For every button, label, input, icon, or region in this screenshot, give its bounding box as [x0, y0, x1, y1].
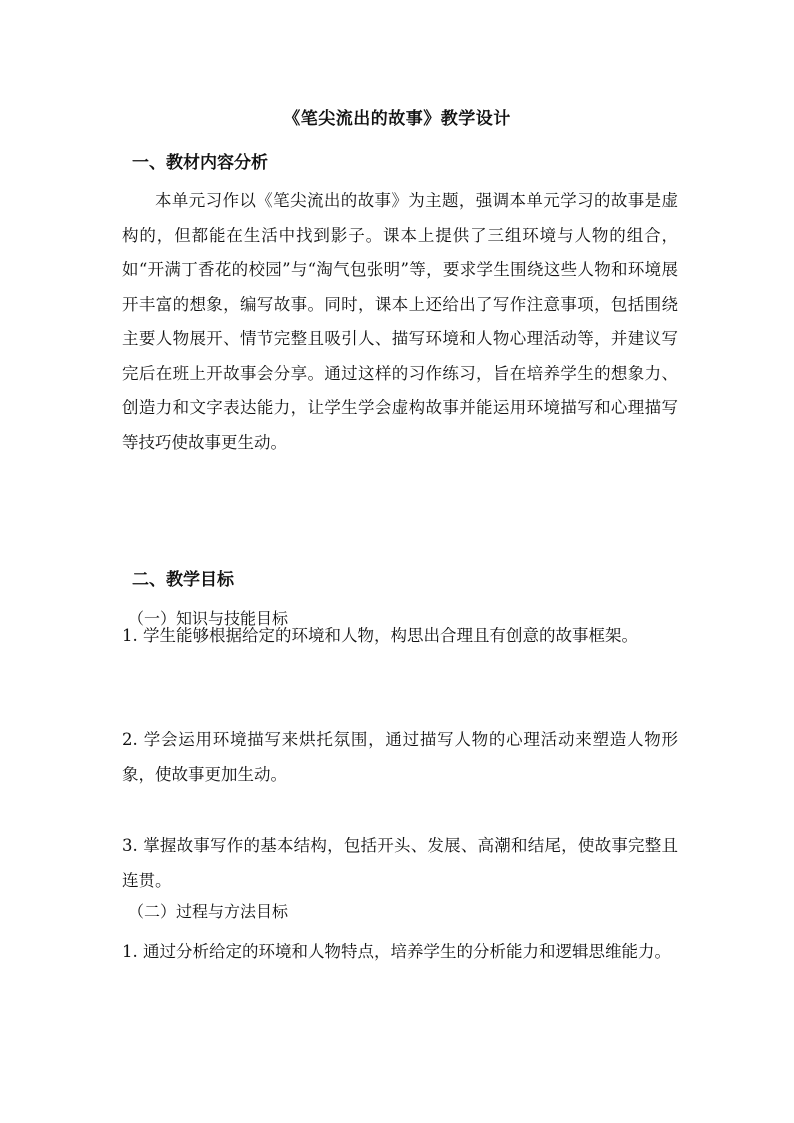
section-paragraph-analysis [122, 184, 678, 460]
knowledge-item-1 [122, 619, 678, 654]
section-heading-objectives: 二、教学目标 [132, 570, 234, 590]
list-item: 1. 通过分析给定的环境和人物特点，培养学生的分析能力和逻辑思维能力。 [122, 942, 671, 961]
process-item-1 [122, 935, 678, 970]
subsection-heading-process: （二）过程与方法目标 [128, 902, 289, 921]
section-heading-analysis: 一、教材内容分析 [132, 153, 268, 173]
subsection-heading-knowledge: （一）知识与技能目标 [128, 609, 289, 628]
list-item: 1. 学生能够根据给定的环境和人物，构思出合理且有创意的故事框架。 [122, 626, 638, 645]
knowledge-item-2 [122, 723, 678, 792]
knowledge-item-3 [122, 829, 678, 898]
list-item: 3. 掌握故事写作的基本结构，包括开头、发展、高潮和结尾，使故事完整且连贯。 [122, 836, 678, 890]
analysis-paragraph: 本单元习作以《笔尖流出的故事》为主题，强调本单元学习的故事是虚构的，但都能在生活中找到影子。课本上提供了三组环境与人物的组合，如“开满丁香花的校园”与“淘气包张明”等，要求学生围绕这些人物和环境展开丰富的想象，编写故事。同时，课本上还给出了写作注意事项，包括围绕主要人物展开、情节完整且吸引人、描写环境和人物心理活动等，并建议写完后在班上开故事会分享。通过这样的习作练习，旨在培养学生的想象力、创造力和文字表达能力，让学生学会虚构故事并能运用环境描写和心理描写等技巧使故事更生动。 [122, 191, 678, 452]
list-item: 2. 学会运用环境描写来烘托氛围，通过描写人物的心理活动来塑造人物形象，使故事更加生动。 [122, 730, 678, 784]
document-title: 《笔尖流出的故事》教学设计 [283, 109, 511, 129]
